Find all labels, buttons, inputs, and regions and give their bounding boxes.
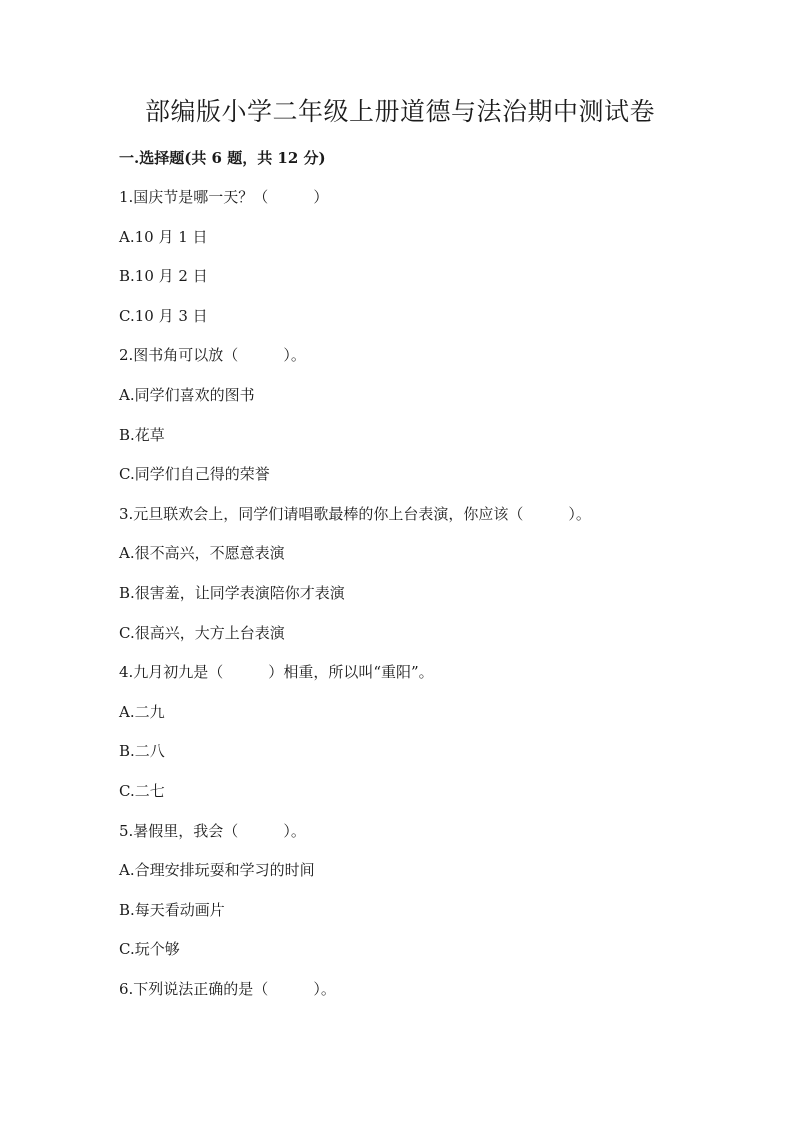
question-2: 2.图书角可以放（ ）。 [119, 346, 306, 365]
question-3: 3.元旦联欢会上，同学们请唱歌最棒的你上台表演，你应该（ ）。 [119, 504, 591, 523]
question-2-option-a: A.同学们喜欢的图书 [119, 385, 255, 404]
question-3-option-a: A.很不高兴，不愿意表演 [119, 544, 285, 563]
section-heading: 一.选择题(共 6 题，共 12 分) [119, 149, 326, 167]
question-1-option-a: A.10 月 1 日 [119, 227, 208, 246]
question-2-option-b: B.花草 [119, 425, 165, 444]
question-4-option-c: C.二七 [119, 781, 165, 800]
page-title: 部编版小学二年级上册道德与法治期中测试卷 [144, 97, 655, 126]
question-1: 1.国庆节是哪一天？（ ） [119, 188, 329, 206]
question-5-option-b: B.每天看动画片 [119, 900, 225, 919]
question-1-option-b: B.10 月 2 日 [119, 267, 208, 286]
question-5: 5.暑假里，我会（ ）。 [119, 821, 306, 840]
question-5-option-a: A.合理安排玩耍和学习的时间 [119, 861, 315, 880]
question-3-option-b: B.很害羞，让同学表演陪你才表演 [119, 583, 345, 602]
question-5-option-c: C.玩个够 [119, 940, 180, 959]
question-4-option-b: B.二八 [119, 742, 165, 761]
question-2-option-c: C.同学们自己得的荣誉 [119, 465, 270, 484]
question-4: 4.九月初九是（ ）相重，所以叫“重阳”。 [119, 663, 434, 682]
question-1-option-c: C.10 月 3 日 [119, 306, 208, 325]
question-3-option-c: C.很高兴，大方上台表演 [119, 623, 285, 642]
question-4-option-a: A.二九 [119, 702, 165, 721]
question-6: 6.下列说法正确的是（ ）。 [119, 979, 336, 998]
question-list [119, 184, 759, 1015]
